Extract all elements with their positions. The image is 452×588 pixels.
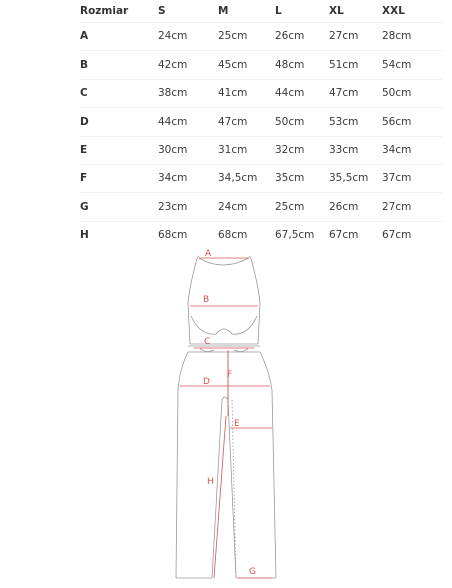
header-s: S bbox=[158, 4, 166, 17]
label-h: H bbox=[207, 477, 214, 487]
row-label: F bbox=[80, 164, 158, 192]
table-cell: 51cm bbox=[329, 51, 382, 79]
table-cell: 31cm bbox=[218, 136, 275, 164]
table-row bbox=[80, 79, 442, 107]
header-l: L bbox=[275, 4, 282, 17]
table-cell: 34cm bbox=[382, 136, 442, 164]
table-cell: 67cm bbox=[329, 221, 382, 249]
garment-diagram bbox=[0, 244, 452, 584]
table-cell: 38cm bbox=[158, 79, 218, 107]
table-cell: 53cm bbox=[329, 108, 382, 136]
table-cell: 47cm bbox=[329, 79, 382, 107]
label-g: G bbox=[249, 567, 256, 577]
table-cell: 68cm bbox=[218, 221, 275, 249]
row-label: B bbox=[80, 51, 158, 79]
table-row bbox=[80, 164, 442, 192]
table-cell: 50cm bbox=[275, 108, 329, 136]
table-header-row bbox=[80, 0, 442, 23]
table-cell: 25cm bbox=[275, 193, 329, 221]
label-a: A bbox=[205, 249, 212, 259]
table-cell: 41cm bbox=[218, 79, 275, 107]
row-label: G bbox=[80, 193, 158, 221]
table-cell: 42cm bbox=[158, 51, 218, 79]
table-cell: 25cm bbox=[218, 23, 275, 51]
table-cell: 35,5cm bbox=[329, 164, 382, 192]
table-cell: 68cm bbox=[158, 221, 218, 249]
table-cell: 67cm bbox=[382, 221, 442, 249]
table-cell: 28cm bbox=[382, 23, 442, 51]
size-table bbox=[80, 0, 442, 249]
size-chart bbox=[0, 0, 452, 249]
table-cell: 27cm bbox=[382, 193, 442, 221]
label-e: E bbox=[234, 419, 240, 429]
header-xl: XL bbox=[329, 4, 344, 17]
table-cell: 54cm bbox=[382, 51, 442, 79]
table-cell: 34cm bbox=[158, 164, 218, 192]
table-row bbox=[80, 193, 442, 221]
table-cell: 33cm bbox=[329, 136, 382, 164]
row-label: H bbox=[80, 221, 158, 249]
table-row bbox=[80, 51, 442, 79]
table-row bbox=[80, 108, 442, 136]
jumpsuit-illustration bbox=[0, 244, 452, 584]
table-cell: 67,5cm bbox=[275, 221, 329, 249]
table-cell: 26cm bbox=[329, 193, 382, 221]
table-cell: 30cm bbox=[158, 136, 218, 164]
table-cell: 48cm bbox=[275, 51, 329, 79]
row-label: C bbox=[80, 79, 158, 107]
row-label: D bbox=[80, 108, 158, 136]
table-row bbox=[80, 136, 442, 164]
table-cell: 32cm bbox=[275, 136, 329, 164]
table-cell: 23cm bbox=[158, 193, 218, 221]
table-cell: 24cm bbox=[158, 23, 218, 51]
table-cell: 44cm bbox=[275, 79, 329, 107]
row-label: A bbox=[80, 23, 158, 51]
table-row bbox=[80, 23, 442, 51]
table-cell: 26cm bbox=[275, 23, 329, 51]
header-m: M bbox=[218, 4, 229, 17]
table-cell: 27cm bbox=[329, 23, 382, 51]
header-size-label: Rozmiar bbox=[80, 4, 129, 17]
header-xxl: XXL bbox=[382, 4, 405, 17]
table-cell: 45cm bbox=[218, 51, 275, 79]
table-cell: 50cm bbox=[382, 79, 442, 107]
table-cell: 37cm bbox=[382, 164, 442, 192]
label-f: F bbox=[227, 370, 233, 380]
table-cell: 56cm bbox=[382, 108, 442, 136]
table-cell: 24cm bbox=[218, 193, 275, 221]
label-d: D bbox=[203, 377, 210, 387]
measurement-labels bbox=[203, 249, 256, 577]
table-cell: 34,5cm bbox=[218, 164, 275, 192]
table-cell: 44cm bbox=[158, 108, 218, 136]
label-b: B bbox=[203, 295, 210, 305]
table-cell: 35cm bbox=[275, 164, 329, 192]
measurement-lines bbox=[180, 258, 272, 578]
table-cell: 47cm bbox=[218, 108, 275, 136]
label-c: C bbox=[204, 337, 211, 347]
row-label: E bbox=[80, 136, 158, 164]
